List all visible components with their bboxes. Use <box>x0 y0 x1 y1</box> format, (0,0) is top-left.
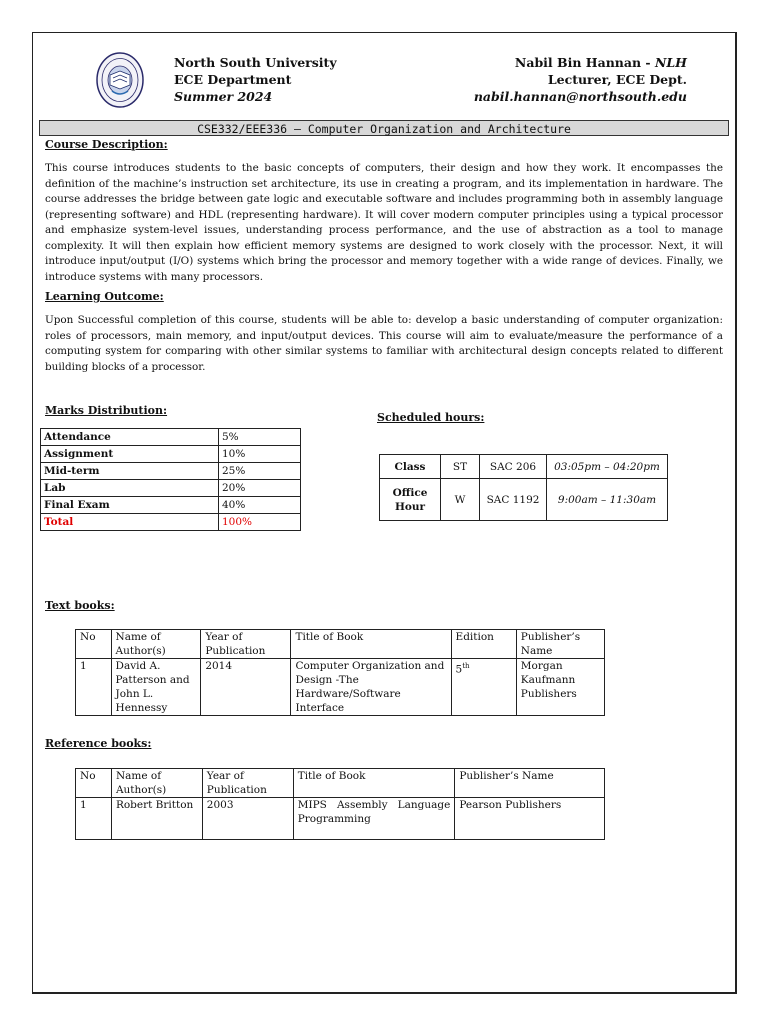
book-publisher: Pearson Publishers <box>455 798 605 840</box>
table-row <box>41 514 301 531</box>
table-row <box>41 463 301 480</box>
course-description-text: This course introduces students to the basic concepts of computers, their design and how they work. It encompasses the definition of the machine’s instruction set architecture, its use in creating a program, and its implementation in hardware. The course addresses the bridge between gate logic and executable software and includes programming both in assembly language (representing software) and HDL (representing hardware). It will cover modern computer principles using a typical processor and emphasize system-level issues, understanding process performance, and the use of abstraction as a tool to manage complexity. It will then explain how efficient memory systems are designed to work closely with the processor. Next, it will introduce input/output (I/O) systems which bring the processor and memory together with a wide range of devices. Finally, we introduce systems with many processors. <box>45 162 723 283</box>
book-no: 1 <box>76 659 112 716</box>
schedule-time: 9:00am – 11:30am <box>547 479 668 521</box>
schedule-type: Office Hour <box>380 479 441 521</box>
marks-value: 5% <box>219 429 301 446</box>
references-table <box>75 768 605 840</box>
marks-item: Attendance <box>41 429 219 446</box>
references-heading: Reference books: <box>45 737 152 750</box>
col-publisher: Publisher’s Name <box>516 630 604 659</box>
marks-item: Final Exam <box>41 497 219 514</box>
col-title: Title of Book <box>291 630 451 659</box>
marks-item: Mid-term <box>41 463 219 480</box>
course-description-heading: Course Description: <box>45 138 168 151</box>
col-author: Name of Author(s) <box>111 630 201 659</box>
table-row <box>41 446 301 463</box>
book-author: Robert Britton <box>111 798 202 840</box>
table-row <box>380 479 668 521</box>
schedule-time: 03:05pm – 04:20pm <box>547 455 668 479</box>
instructor-title: Lecturer, ECE Dept. <box>547 72 687 87</box>
table-row <box>380 455 668 479</box>
book-publisher: Morgan Kaufmann Publishers <box>516 659 604 716</box>
col-publisher: Publisher’s Name <box>455 769 605 798</box>
table-row <box>41 429 301 446</box>
syllabus-page <box>32 32 737 994</box>
schedule-type: Class <box>380 455 441 479</box>
table-row <box>76 630 605 659</box>
book-author: David A. Patterson and John L. Hennessy <box>111 659 201 716</box>
instructor-initials: NLH <box>654 55 687 70</box>
schedule-days: W <box>441 479 480 521</box>
instructor-name: Nabil Bin Hannan - <box>514 55 655 70</box>
schedule-room: SAC 206 <box>480 455 547 479</box>
course-title-bar: CSE332/EEE336 – Computer Organization and Architecture <box>39 120 729 136</box>
marks-value: 20% <box>219 480 301 497</box>
learning-outcome-text: Upon Successful completion of this course, students will be able to: develop a basic understanding of computer organization: roles of processors, main memory, and input/output devices. This course will aim to evaluate/measure the performance of a computing system for comparing with other similar systems to familiar with architectural design concepts related to different building blocks of a processor. <box>45 314 723 373</box>
col-author: Name of Author(s) <box>111 769 202 798</box>
schedule-room: SAC 1192 <box>480 479 547 521</box>
col-year: Year of Publication <box>202 769 293 798</box>
book-edition <box>451 659 516 716</box>
marks-total-value: 100% <box>219 514 301 531</box>
col-year: Year of Publication <box>201 630 291 659</box>
marks-table <box>40 428 301 531</box>
marks-value: 40% <box>219 497 301 514</box>
schedule-heading: Scheduled hours: <box>377 411 485 424</box>
marks-heading: Marks Distribution: <box>45 404 168 417</box>
col-edition: Edition <box>451 630 516 659</box>
col-title: Title of Book <box>293 769 455 798</box>
header-left <box>174 54 337 105</box>
col-no: No <box>76 630 112 659</box>
semester: Summer 2024 <box>174 89 273 104</box>
book-title: MIPS Assembly Language Programming <box>293 798 455 840</box>
book-title: Computer Organization and Design -The Hardware/Software Interface <box>291 659 451 716</box>
schedule-days: ST <box>441 455 480 479</box>
university-logo <box>95 51 145 109</box>
instructor-email: nabil.hannan@northsouth.edu <box>473 89 687 104</box>
marks-item: Assignment <box>41 446 219 463</box>
instructor-name-line <box>474 54 687 71</box>
book-edition-suffix: th <box>462 662 470 670</box>
book-no: 1 <box>76 798 112 840</box>
book-edition-number: 5 <box>455 663 463 676</box>
marks-total-label: Total <box>41 514 219 531</box>
table-row <box>41 497 301 514</box>
marks-value: 25% <box>219 463 301 480</box>
marks-value: 10% <box>219 446 301 463</box>
textbooks-heading: Text books: <box>45 599 115 612</box>
marks-item: Lab <box>41 480 219 497</box>
table-row <box>76 659 605 716</box>
book-year: 2003 <box>202 798 293 840</box>
book-year: 2014 <box>201 659 291 716</box>
textbooks-table <box>75 629 605 716</box>
schedule-table <box>379 454 668 521</box>
table-row <box>76 798 605 840</box>
table-row <box>76 769 605 798</box>
department-name: ECE Department <box>174 72 292 87</box>
col-no: No <box>76 769 112 798</box>
learning-outcome-heading: Learning Outcome: <box>45 290 164 303</box>
table-row <box>41 480 301 497</box>
header-right <box>474 54 687 105</box>
university-name: North South University <box>174 55 337 70</box>
